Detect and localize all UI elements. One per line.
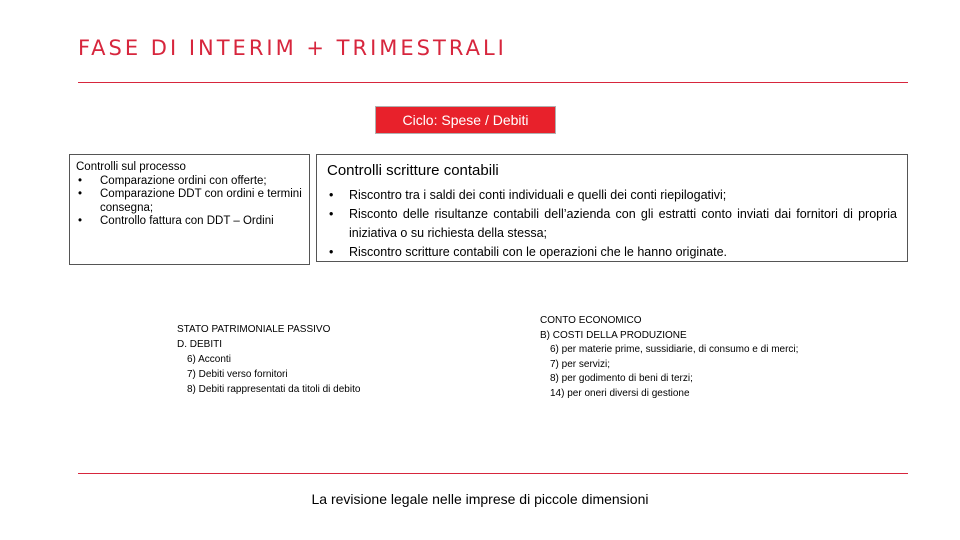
controlli-scritture-heading: Controlli scritture contabili [327,162,499,179]
page-title: FASE DI INTERIM + TRIMESTRALI [78,36,507,60]
stato-patrimoniale-block [177,322,360,397]
list-item: • Riscontro tra i saldi dei conti individuali e quelli dei conti riepilogativi; [327,186,897,205]
conto-economico-heading: CONTO ECONOMICO [540,315,642,326]
list-item: • Controllo fattura con DDT – Ordini [76,215,303,229]
list-item: • Comparazione ordini con offerte; [76,175,303,189]
list-item: • Riscontro scritture contabili con le operazioni che le hanno originate. [327,243,897,262]
controlli-processo-heading: Controlli sul processo [76,161,186,173]
conto-economico-section: B) COSTI DELLA PRODUZIONE [540,329,687,341]
bottom-divider [78,473,908,474]
list-item: 7) per servizi; [550,358,611,370]
stato-patrimoniale-heading: STATO PATRIMONIALE PASSIVO [177,324,331,335]
conto-economico-block [540,314,798,401]
cycle-badge: Ciclo: Spese / Debiti [375,106,556,134]
list-item: 6) Acconti [187,354,231,365]
list-item: 8) per godimento di beni di terzi; [550,373,693,384]
list-item: 8) Debiti rappresentati da titoli di debito [187,384,361,395]
list-item: • Comparazione DDT con ordini e termini consegna; [76,188,303,215]
list-item: 6) per materie prime, sussidiarie, di consumo e di merci; [550,344,799,355]
stato-patrimoniale-section: D. DEBITI [177,339,223,350]
controlli-scritture-list [327,186,897,262]
top-divider [78,82,908,83]
list-item: 14) per oneri diversi di gestione [550,387,690,399]
controlli-processo-box [69,154,310,265]
controlli-scritture-box [316,154,908,262]
list-item: • Risconto delle risultanze contabili dell’azienda con gli estratti conto inviati dai fornitori di propria iniziativa o su richiesta della stessa; [327,205,897,243]
list-item: 7) Debiti verso fornitori [187,369,288,380]
controlli-processo-list [76,175,303,229]
footer-text: La revisione legale nelle imprese di piccole dimensioni [311,491,649,507]
